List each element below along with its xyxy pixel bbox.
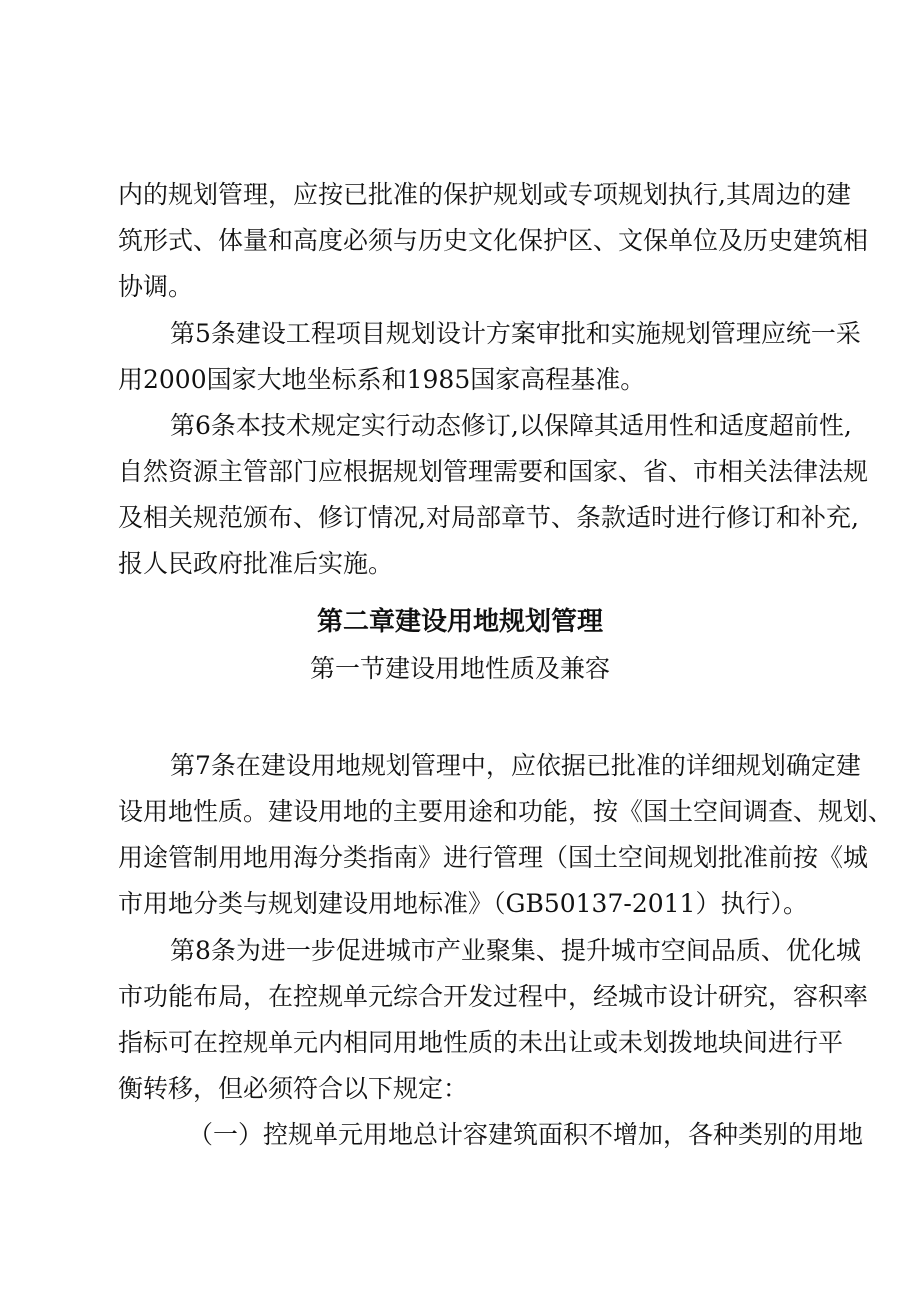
article-8-line: 指标可在控规单元内相同用地性质的未出让或未划拨地块间进行平 [118, 1028, 844, 1057]
article-7-line: 第7条在建设用地规划管理中，应依据已批准的详细规划确定建 [170, 751, 861, 780]
article-6-line: 第6条本技术规定实行动态修订,以保障其适用性和适度超前性, [170, 411, 852, 440]
article-8-line: 衡转移，但必须符合以下规定： [118, 1074, 469, 1103]
text-line: 内的规划管理，应按已批准的保护规划或专项规划执行,其周边的建 [118, 180, 851, 209]
text-line: 筑形式、体量和高度必须与历史文化保护区、文保单位及历史建筑相 [118, 226, 869, 255]
article-8-line: 第8条为进一步促进城市产业聚集、提升城市空间品质、优化城 [170, 936, 861, 965]
article-6-line: 报人民政府批准后实施。 [118, 549, 394, 578]
text-line: 协调。 [118, 272, 194, 301]
article-6-line: 自然资源主管部门应根据规划管理需要和国家、省、市相关法律法规 [118, 457, 869, 486]
article-7-line: 用途管制用地用海分类指南》进行管理（国土空间规划批准前按《城 [118, 843, 869, 872]
article-6-line: 及相关规范颁布、修订情况,对局部章节、条款适时进行修订和补充, [118, 503, 859, 532]
article-7-line: 设用地性质。建设用地的主要用途和功能，按《国土空间调查、规划、 [118, 797, 894, 826]
article-5-line: 用2000国家大地坐标系和1985国家高程基准。 [118, 365, 646, 394]
chapter-title: 第二章建设用地规划管理 [316, 607, 603, 637]
article-5-line: 第5条建设工程项目规划设计方案审批和实施规划管理应统一采 [170, 319, 861, 348]
article-7-line: 市用地分类与规划建设用地标准》（GB50137-2011）执行）。 [118, 889, 808, 918]
item-1-line: （一）控规单元用地总计容建筑面积不增加，各种类别的用地 [188, 1120, 864, 1149]
article-8-line: 市功能布局，在控规单元综合开发过程中，经城市设计研究，容积率 [118, 982, 869, 1011]
section-title: 第一节建设用地性质及兼容 [309, 654, 610, 683]
